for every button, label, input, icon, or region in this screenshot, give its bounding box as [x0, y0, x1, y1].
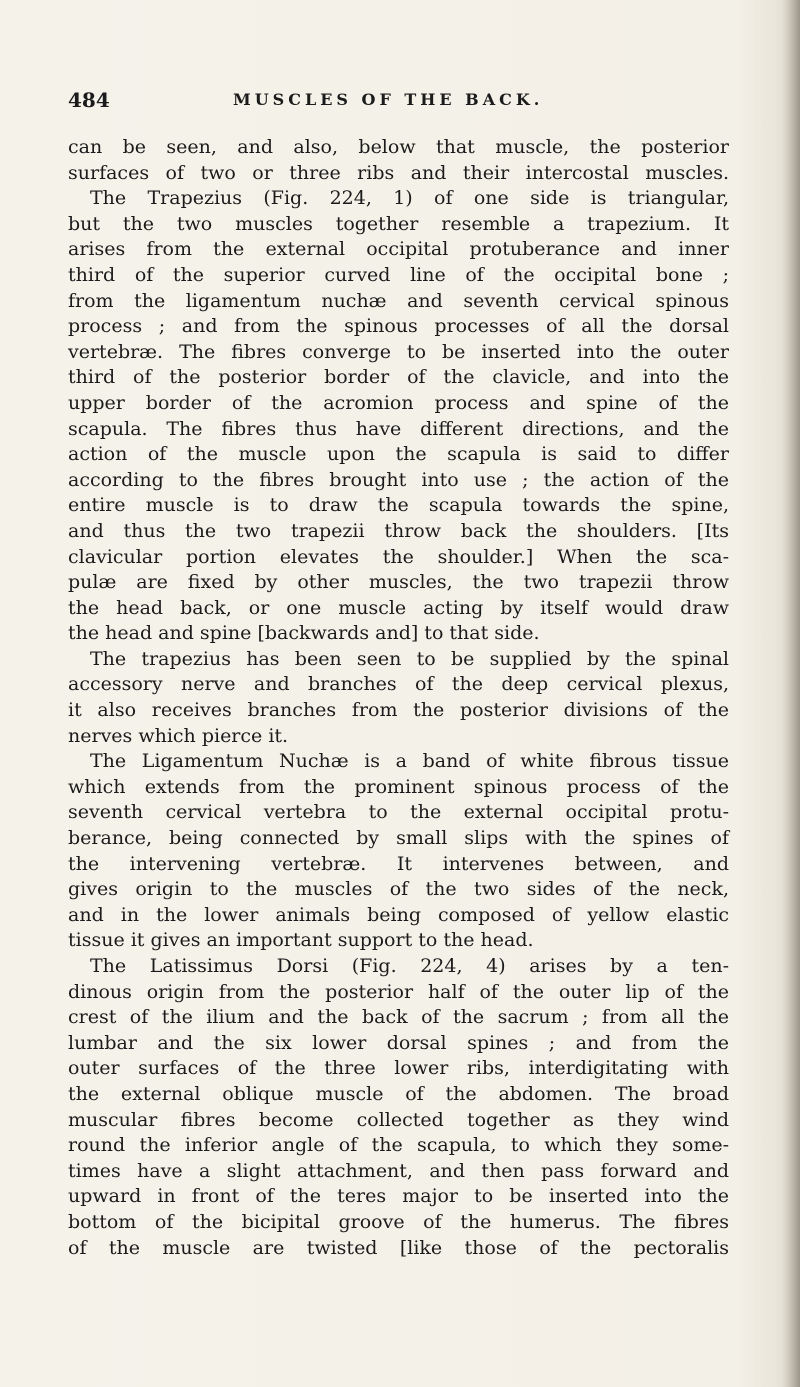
text-line: which extends from the prominent spinous process of the [68, 775, 729, 798]
text-line: arises from the external occipital protuberance and inner [68, 238, 729, 261]
text-line: accessory nerve and branches of the deep cervical plexus, [68, 673, 729, 696]
text-line: third of the superior curved line of the occipital bone ; [68, 263, 729, 286]
text-line: surfaces of two or three ribs and their intercostal muscles. [68, 161, 729, 184]
text-line: can be seen, and also, below that muscle, the posterior [68, 136, 729, 158]
text-line: The Latissimus Dorsi (Fig. 224, 4) arises by a ten- [90, 955, 729, 977]
text-line: times have a slight attachment, and then pass forward and [68, 1159, 729, 1182]
text-line: and in the lower animals being composed of yellow elastic [68, 903, 729, 926]
text-line: it also receives branches from the posterior divisions of the [68, 699, 729, 722]
text-line: nerves which pierce it. [68, 724, 289, 747]
text-line: dinous origin from the posterior half of the outer lip of the [68, 980, 729, 1003]
text-line: action of the muscle upon the scapula is said to differ [68, 443, 729, 466]
text-line: third of the posterior border of the clavicle, and into the [68, 366, 729, 389]
body-text [68, 135, 729, 1261]
text-line: vertebræ. The fibres converge to be inserted into the outer [68, 340, 729, 363]
text-line: muscular fibres become collected together as they wind [68, 1108, 729, 1131]
text-line: and thus the two trapezii throw back the shoulders. [Its [68, 519, 729, 542]
text-line: seventh cervical vertebra to the external occipital protu- [68, 801, 729, 824]
text-line: tissue it gives an important support to the head. [68, 929, 534, 952]
page-edge-shadow [782, 0, 800, 1387]
text-line: lumbar and the six lower dorsal spines ; and from the [68, 1031, 729, 1054]
text-line: according to the fibres brought into use ; the action of the [68, 468, 729, 491]
text-line: The trapezius has been seen to be supplied by the spinal [90, 647, 729, 670]
text-line: the external oblique muscle of the abdomen. The broad [68, 1082, 729, 1105]
text-line: The Ligamentum Nuchæ is a band of white fibrous tissue [90, 750, 729, 773]
text-line: clavicular portion elevates the shoulder.] When the sca- [68, 545, 729, 568]
text-line: the intervening vertebræ. It intervenes between, and [68, 852, 729, 875]
text-line: the head and spine [backwards and] to that side. [68, 622, 540, 645]
text-line: of the muscle are twisted [like those of the pectoralis [68, 1236, 729, 1259]
text-line: the head back, or one muscle acting by itself would draw [68, 596, 729, 619]
text-line: entire muscle is to draw the scapula towards the spine, [68, 494, 729, 517]
running-head: MUSCLES OF THE BACK. [233, 90, 544, 109]
text-line: pulæ are fixed by other muscles, the two trapezii throw [68, 571, 729, 594]
text-line: crest of the ilium and the back of the sacrum ; from all the [68, 1006, 729, 1029]
text-line: outer surfaces of the three lower ribs, interdigitating with [68, 1057, 729, 1080]
text-line: but the two muscles together resemble a trapezium. It [68, 212, 729, 235]
text-line: berance, being connected by small slips with the spines of [68, 827, 729, 850]
text-line: process ; and from the spinous processes of all the dorsal [68, 315, 729, 338]
text-line: bottom of the bicipital groove of the humerus. The fibres [68, 1210, 729, 1233]
text-line: gives origin to the muscles of the two sides of the neck, [68, 878, 729, 901]
text-line: upward in front of the teres major to be inserted into the [68, 1185, 729, 1208]
text-line: scapula. The fibres thus have different directions, and the [68, 417, 729, 440]
text-line: round the inferior angle of the scapula, to which they some- [68, 1134, 729, 1157]
text-line: upper border of the acromion process and spine of the [68, 391, 729, 414]
page-number: 484 [68, 88, 110, 112]
text-line: The Trapezius (Fig. 224, 1) of one side is triangular, [90, 187, 729, 210]
text-line: from the ligamentum nuchæ and seventh cervical spinous [68, 289, 729, 312]
page-header [68, 88, 728, 118]
